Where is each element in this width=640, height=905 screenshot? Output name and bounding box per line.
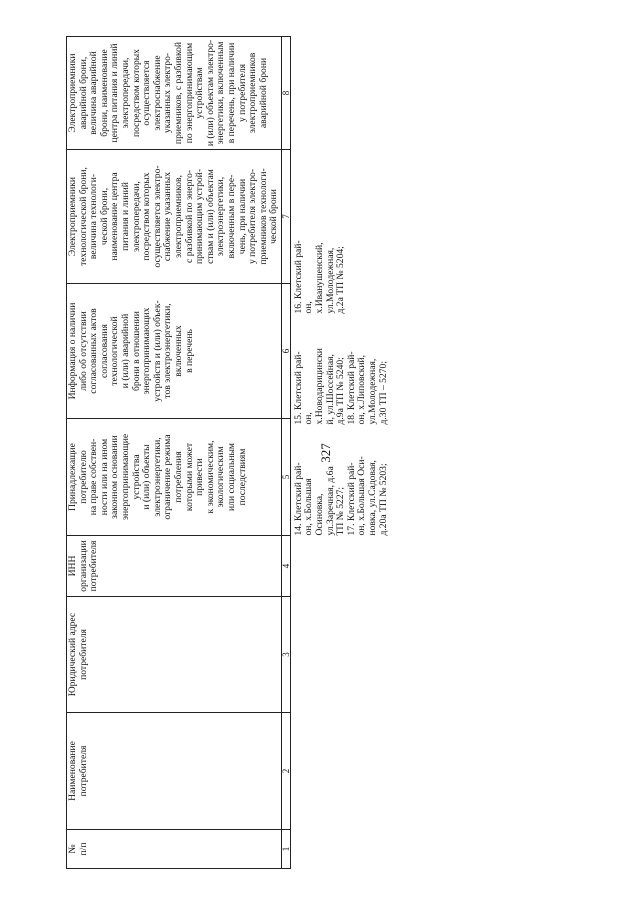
page-number: 327 [318,443,333,463]
column-number-1: 1 [281,830,290,869]
header-cell-2: Наименование потребителя [67,713,282,830]
consumer-table [66,36,406,869]
body-cell-1 [290,830,406,869]
column-number-6: 6 [281,284,290,419]
header-cell-7: Электроприемники технологической брони, величина технологи- ческой брони, наименование центра питания и линий электропередачи, посредством которых осуществляется электро- снабжение указанных электроприемников, с разбивкой по энерго- принимающим устрой- ствам и (или) объектам электроэнергетики, включенным в пере- чень, при наличии у потребителя электро- приемников технологи- ческой брони [67,150,282,284]
header-cell-4: ИНН организации потребителя [67,536,282,597]
column-number-5: 5 [281,419,290,536]
header-cell-5: Принадлежащие потребителю на праве собствен- ности или на ином законном основании энергопринимающие устройства и (или) объекты электроэнергетики, ограничение режима потребления которыми может привести к экономическим, экологическим или социальным последствиям [67,419,282,536]
header-cell-3: Юридический адрес потребителя [67,597,282,713]
header-row [67,37,282,869]
column-number-8: 8 [281,37,290,150]
body-cell-4 [290,536,406,597]
header-cell-6: Информация о наличии либо об отсутствии согласованных актов согласования технологической и (или) аварийной брони в отношении энергопринимающих устройств и (или) объек- тов электроэнергетики, включенных в перечень [67,284,282,419]
entries-row [290,37,406,869]
address-entry-16: 16. Клетский рай- он, х.Иванушенский, ул.Молодежная, д.2а ТП № 5204; [292,240,347,314]
address-entry-17: 17. Клетский рай- он, х.Большая Оси- новка, ул.Садовая, д.20а ТП № 5203; [345,456,389,536]
address-entry-18: 18. Клетский рай- он, х.Липовский, ул.Молодежная, д.30 ТП – 5270; [345,351,389,425]
column-number-2: 2 [281,713,290,830]
body-cell-8 [290,37,406,150]
column-number-7: 7 [281,150,290,284]
column-number-3: 3 [281,597,290,713]
header-cell-1: № п/п [67,830,282,869]
address-entry-15: 15. Клетский рай- он, х.Новодарицински й, ул.Шоссейная, д.9а ТП № 5240; [292,348,347,425]
header-cell-8: Электроприемники аварийной брони, величина аварийной брони, наименование центра питания и линий электропередачи, посредством которых осуществляется электроснабжение указанных электро- приемников, с разбивкой по энергопринимающим устройствам и (или) объектам электро- энергетики, включенным в перечень, при наличии у потребителя электроприемников аварийной брони [67,37,282,150]
column-number-row [281,37,290,869]
column-number-4: 4 [281,536,290,597]
address-entries-cell [290,150,406,536]
address-entry-14: 14. Клетский рай- он, х.Большая Осиновка, ул.Заречная, д.6а ТП № 5227; [292,462,347,536]
body-cell-2 [290,713,406,830]
body-cell-3 [290,597,406,713]
